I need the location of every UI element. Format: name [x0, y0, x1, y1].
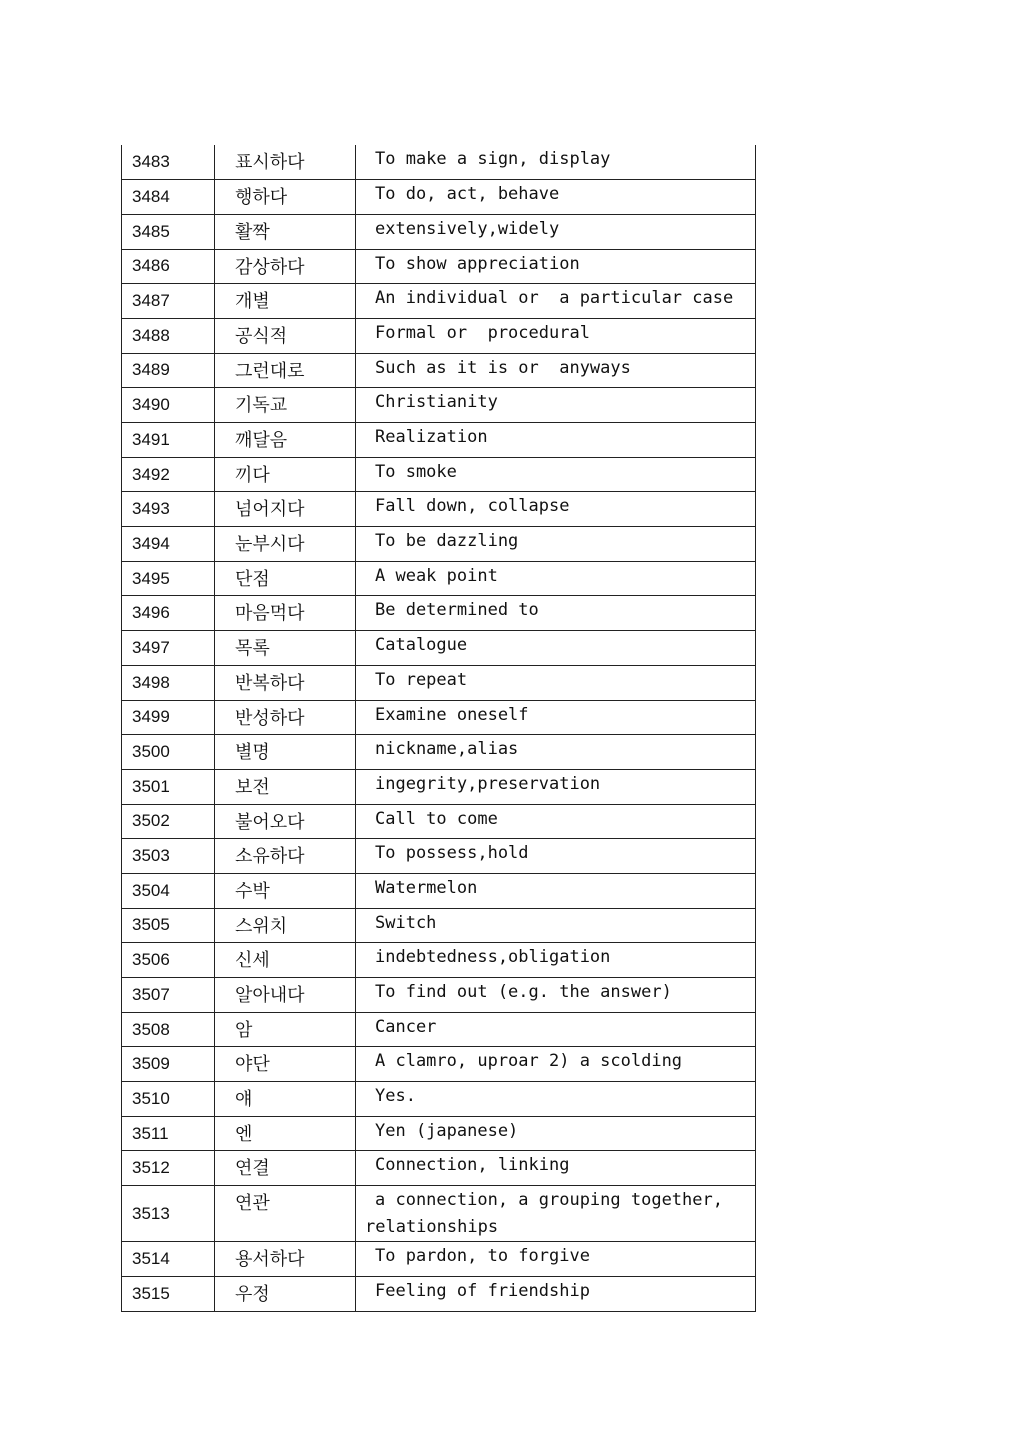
english-meaning: Fall down, collapse	[356, 492, 756, 527]
korean-word: 개별	[215, 284, 356, 319]
english-meaning: Such as it is or anyways	[356, 353, 756, 388]
entry-number: 3485	[122, 214, 215, 249]
english-meaning: Catalogue	[356, 631, 756, 666]
entry-number: 3487	[122, 284, 215, 319]
korean-word: 행하다	[215, 180, 356, 215]
korean-word: 얘	[215, 1082, 356, 1117]
entry-number: 3489	[122, 353, 215, 388]
korean-word: 보전	[215, 769, 356, 804]
korean-word: 엔	[215, 1116, 356, 1151]
korean-word: 그런대로	[215, 353, 356, 388]
entry-number: 3511	[122, 1116, 215, 1151]
korean-word: 목록	[215, 631, 356, 666]
korean-word: 우정	[215, 1276, 356, 1311]
entry-number: 3494	[122, 527, 215, 562]
korean-word: 기독교	[215, 388, 356, 423]
english-meaning: Call to come	[356, 804, 756, 839]
table-row	[122, 769, 756, 804]
english-meaning: To find out (e.g. the answer)	[356, 978, 756, 1013]
vocabulary-table	[121, 145, 756, 1312]
entry-number: 3500	[122, 735, 215, 770]
english-meaning: Cancer	[356, 1012, 756, 1047]
english-meaning: Connection, linking	[356, 1151, 756, 1186]
entry-number: 3512	[122, 1151, 215, 1186]
korean-word: 수박	[215, 873, 356, 908]
korean-word: 반성하다	[215, 700, 356, 735]
english-meaning: A weak point	[356, 561, 756, 596]
korean-word: 감상하다	[215, 249, 356, 284]
korean-word: 불어오다	[215, 804, 356, 839]
korean-word: 별명	[215, 735, 356, 770]
table-row	[122, 180, 756, 215]
english-meaning-line-2: relationships	[365, 1217, 499, 1238]
table-row	[122, 457, 756, 492]
table-row	[122, 978, 756, 1013]
table-row	[122, 1082, 756, 1117]
english-meaning: To smoke	[356, 457, 756, 492]
table-row	[122, 527, 756, 562]
table-row	[122, 1116, 756, 1151]
entry-number: 3501	[122, 769, 215, 804]
korean-word: 마음먹다	[215, 596, 356, 631]
entry-number: 3498	[122, 665, 215, 700]
english-meaning-line-1: a connection, a grouping together,	[375, 1190, 723, 1211]
korean-word: 연결	[215, 1151, 356, 1186]
english-meaning: Formal or procedural	[356, 318, 756, 353]
entry-number: 3510	[122, 1082, 215, 1117]
entry-number: 3491	[122, 423, 215, 458]
korean-word: 넘어지다	[215, 492, 356, 527]
table-row	[122, 873, 756, 908]
english-meaning: To be dazzling	[356, 527, 756, 562]
korean-word: 야단	[215, 1047, 356, 1082]
entry-number: 3496	[122, 596, 215, 631]
entry-number: 3499	[122, 700, 215, 735]
table-row	[122, 943, 756, 978]
table-row	[122, 1242, 756, 1277]
entry-number: 3484	[122, 180, 215, 215]
korean-word: 스위치	[215, 908, 356, 943]
entry-number: 3506	[122, 943, 215, 978]
korean-word: 눈부시다	[215, 527, 356, 562]
english-meaning: Switch	[356, 908, 756, 943]
table-row	[122, 492, 756, 527]
table-row	[122, 145, 756, 180]
table-row	[122, 318, 756, 353]
table-row	[122, 1012, 756, 1047]
table-row	[122, 284, 756, 319]
korean-word: 깨달음	[215, 423, 356, 458]
entry-number: 3509	[122, 1047, 215, 1082]
english-meaning: To possess,hold	[356, 839, 756, 874]
table-row	[122, 1151, 756, 1186]
table-row	[122, 423, 756, 458]
korean-word: 용서하다	[215, 1242, 356, 1277]
vocabulary-table-body	[122, 145, 756, 1311]
entry-number: 3495	[122, 561, 215, 596]
table-row	[122, 804, 756, 839]
entry-number: 3507	[122, 978, 215, 1013]
english-meaning: ingegrity,preservation	[356, 769, 756, 804]
english-meaning: Yes.	[356, 1082, 756, 1117]
table-row	[122, 1186, 756, 1242]
entry-number: 3492	[122, 457, 215, 492]
english-meaning: Yen (japanese)	[356, 1116, 756, 1151]
korean-word: 끼다	[215, 457, 356, 492]
table-row	[122, 1047, 756, 1082]
table-row	[122, 561, 756, 596]
entry-number: 3497	[122, 631, 215, 666]
entry-number: 3515	[122, 1276, 215, 1311]
english-meaning: To show appreciation	[356, 249, 756, 284]
korean-word: 활짝	[215, 214, 356, 249]
entry-number: 3513	[122, 1186, 215, 1242]
english-meaning: nickname,alias	[356, 735, 756, 770]
table-row	[122, 908, 756, 943]
english-meaning: To repeat	[356, 665, 756, 700]
table-row	[122, 1276, 756, 1311]
english-meaning: To do, act, behave	[356, 180, 756, 215]
table-row	[122, 839, 756, 874]
entry-number: 3514	[122, 1242, 215, 1277]
entry-number: 3490	[122, 388, 215, 423]
english-meaning: Be determined to	[356, 596, 756, 631]
korean-word: 공식적	[215, 318, 356, 353]
table-row	[122, 353, 756, 388]
english-meaning: extensively,widely	[356, 214, 756, 249]
entry-number: 3502	[122, 804, 215, 839]
entry-number: 3505	[122, 908, 215, 943]
entry-number: 3508	[122, 1012, 215, 1047]
korean-word: 소유하다	[215, 839, 356, 874]
english-meaning	[356, 1186, 756, 1242]
english-meaning: Watermelon	[356, 873, 756, 908]
entry-number: 3483	[122, 145, 215, 180]
english-meaning: To pardon, to forgive	[356, 1242, 756, 1277]
english-meaning: indebtedness,obligation	[356, 943, 756, 978]
korean-word: 단점	[215, 561, 356, 596]
entry-number: 3503	[122, 839, 215, 874]
table-row	[122, 249, 756, 284]
english-meaning: Realization	[356, 423, 756, 458]
table-row	[122, 214, 756, 249]
korean-word: 연관	[215, 1186, 356, 1242]
english-meaning: An individual or a particular case	[356, 284, 756, 319]
english-meaning: A clamro, uproar 2) a scolding	[356, 1047, 756, 1082]
korean-word: 암	[215, 1012, 356, 1047]
table-row	[122, 700, 756, 735]
entry-number: 3486	[122, 249, 215, 284]
korean-word: 반복하다	[215, 665, 356, 700]
korean-word: 알아내다	[215, 978, 356, 1013]
korean-word: 표시하다	[215, 145, 356, 180]
table-row	[122, 665, 756, 700]
english-meaning: Feeling of friendship	[356, 1276, 756, 1311]
table-row	[122, 631, 756, 666]
korean-word: 신세	[215, 943, 356, 978]
english-meaning: To make a sign, display	[356, 145, 756, 180]
entry-number: 3504	[122, 873, 215, 908]
english-meaning: Christianity	[356, 388, 756, 423]
table-row	[122, 596, 756, 631]
table-row	[122, 388, 756, 423]
entry-number: 3488	[122, 318, 215, 353]
table-row	[122, 735, 756, 770]
entry-number: 3493	[122, 492, 215, 527]
english-meaning: Examine oneself	[356, 700, 756, 735]
